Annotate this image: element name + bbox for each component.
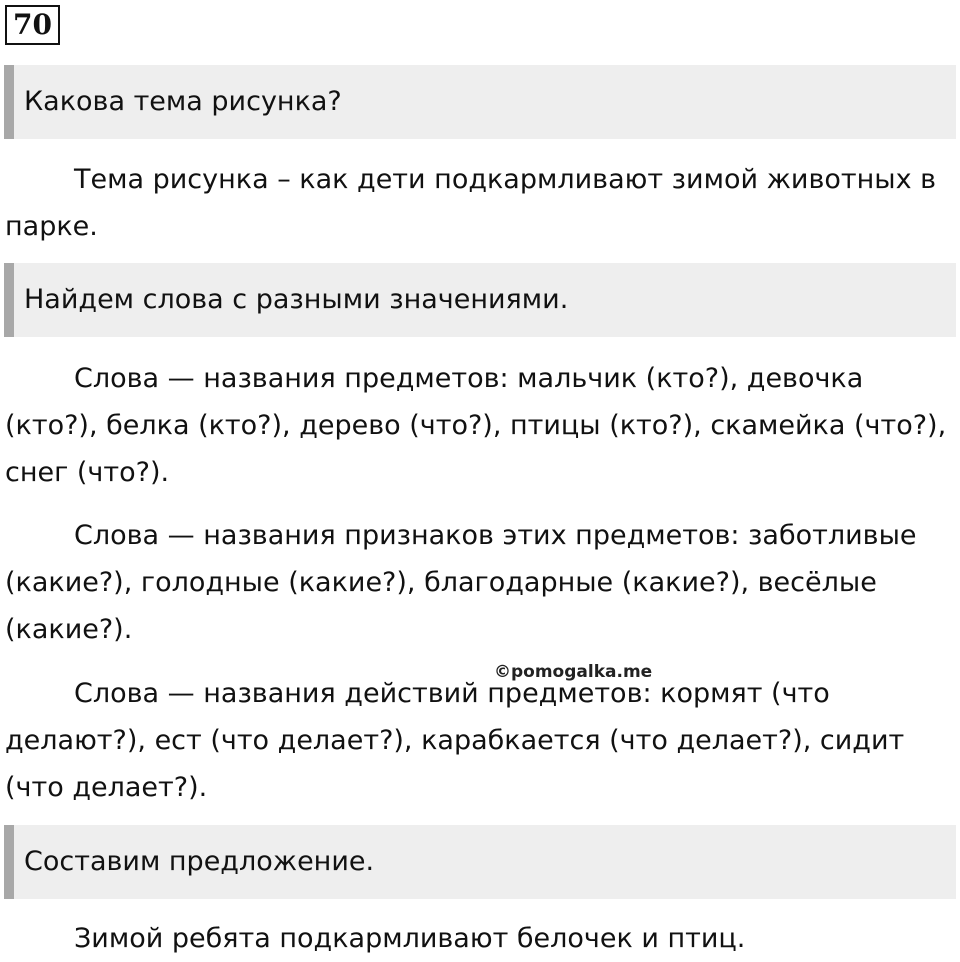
answer-paragraph-objects: Слова — названия предметов: мальчик (кто?), девочка (кто?), белка (кто?), дерево (что?), птицы (кто?), скамейка (что?), снег (что?).	[5, 363, 947, 488]
exercise-number-box: 70	[5, 5, 60, 45]
answer-paragraph: Тема рисунка – как дети подкармливают зимой животных в парке.	[5, 164, 937, 242]
answer-paragraph-sentence: Зимой ребята подкармливают белочек и птиц.	[74, 923, 746, 954]
question-text: Найдем слова с разными значениями.	[24, 284, 569, 315]
question-bar-theme	[4, 65, 956, 139]
answer-paragraph-actions: Слова — названия действий предметов: кормят (что делают?), ест (что делает?), карабкается (что делает?), сидит (что делает?).	[5, 678, 905, 803]
watermark-text: ©pomogalka.me	[494, 662, 653, 682]
question-bar-words	[4, 263, 956, 337]
question-bar-sentence	[4, 825, 956, 899]
question-text: Составим предложение.	[24, 846, 375, 877]
question-text: Какова тема рисунка?	[24, 86, 342, 117]
answer-paragraph-attributes: Слова — названия признаков этих предметов: заботливые (какие?), голодные (какие?), благодарные (какие?), весёлые (какие?).	[5, 520, 917, 645]
